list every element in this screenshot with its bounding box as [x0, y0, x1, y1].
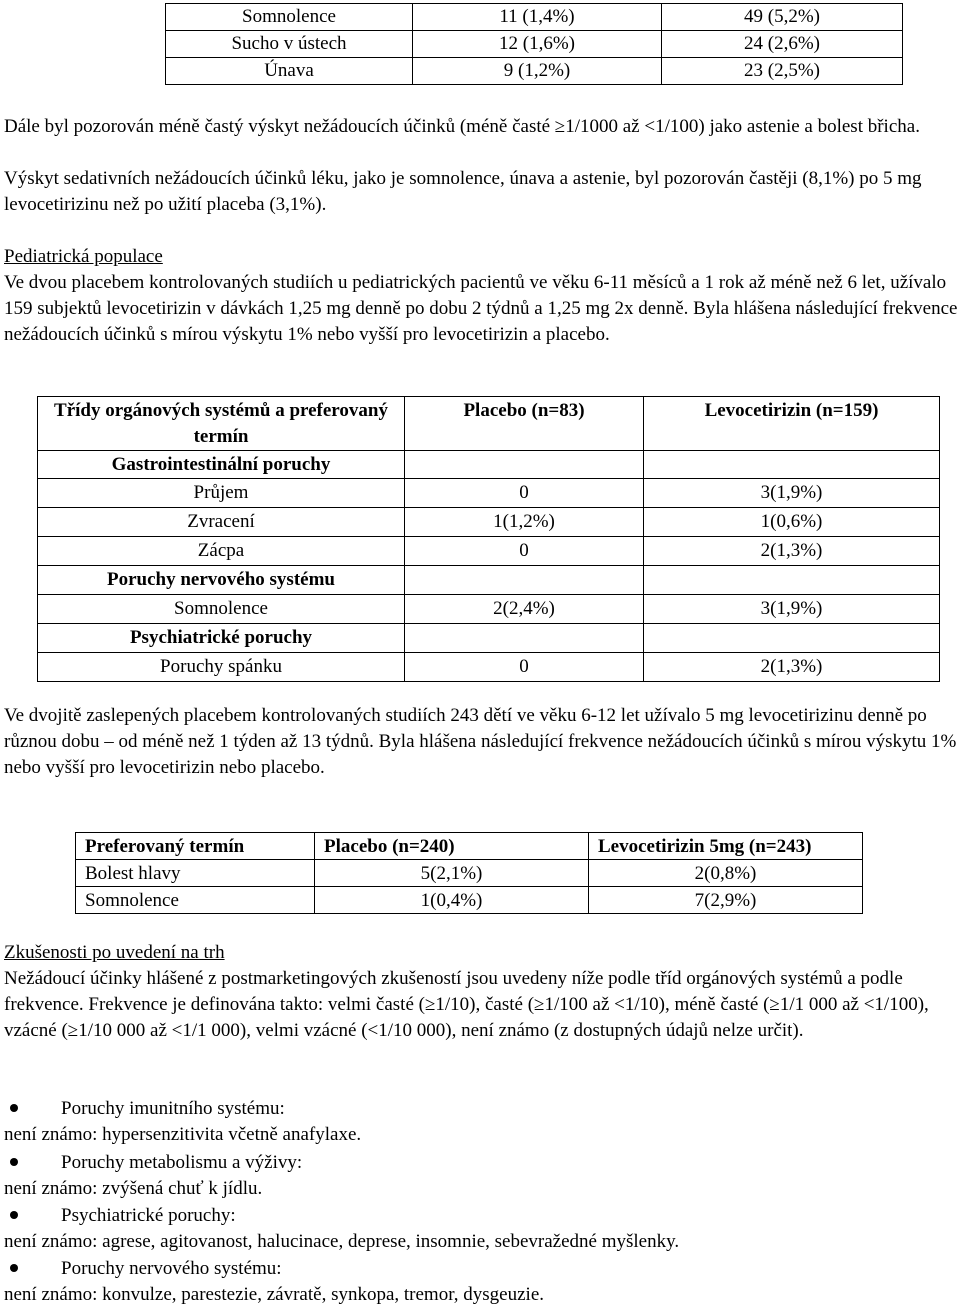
table-cell: 0: [405, 653, 644, 682]
column-header: Preferovaný termín: [76, 833, 315, 860]
table-cell: 0: [405, 537, 644, 566]
list-item-detail: není známo: zvýšená chuť k jídlu.: [4, 1178, 263, 1199]
column-header: Třídy orgánových systémů a preferovaný termín: [38, 397, 405, 451]
list-item: [4, 1096, 954, 1122]
list-item: [4, 1256, 954, 1282]
table-cell: 2(2,4%): [405, 595, 644, 624]
table-cell: 3(1,9%): [644, 595, 940, 624]
list-item-detail: není známo: agrese, agitovanost, halucinace, deprese, insomnie, sebevražedné myšlenky.: [4, 1231, 680, 1252]
column-header: Placebo (n=83): [405, 397, 644, 451]
table-cell: 2(1,3%): [644, 653, 940, 682]
paragraph-pediatric-studies: Ve dvou placebem kontrolovaných studiích u pediatrických pacientů ve věku 6-11 měsíců a 1 rok až méně než 6 let, užívalo 159 subjektů levocetirizin v dávkách 1,25 mg denně po dobu 2 týdnů a 1,25 mg 2x denně. Byla hlášena následující frekvence nežádoucích účinků s mírou výskytu 1% nebo vyšší pro levocetirizin a placebo.: [4, 272, 958, 345]
adverse-effects-table-children: [75, 832, 863, 914]
paragraph-sedative-effects: Výskyt sedativních nežádoucích účinků léku, jako je somnolence, únava a astenie, byl pozorován častěji (8,1%) po 5 mg levocetirizinu než po užití placeba (3,1%).: [4, 168, 922, 215]
paragraph-postmarketing: Nežádoucí účinky hlášené z postmarketingových zkušeností jsou uvedeny níže podle tříd orgánových systémů a podle frekvence. Frekvence je definována takto: velmi časté (≥1/10), časté (≥1/100 až <1/10), méně časté (≥1/1 000 až <1/100), vzácné (≥1/10 000 až <1/1 000), velmi vzácné (<1/10 000), není známo (z dostupných údajů nelze určit).: [4, 968, 929, 1041]
table-row: [38, 537, 940, 566]
table-row: [38, 595, 940, 624]
table-row: [38, 479, 940, 508]
table-cell: 0: [405, 479, 644, 508]
table-row: [38, 653, 940, 682]
table-cell: [405, 624, 644, 653]
table-cell: Bolest hlavy: [76, 860, 315, 887]
table-category-row: [38, 451, 940, 479]
table-cell: [644, 566, 940, 595]
table-cell: 12 (1,6%): [413, 31, 662, 58]
table-cell: [405, 566, 644, 595]
table-cell: Sucho v ústech: [166, 31, 413, 58]
table-cell: 7(2,9%): [589, 887, 863, 914]
category-label: Psychiatrické poruchy: [38, 624, 405, 653]
table-cell: 24 (2,6%): [662, 31, 903, 58]
bullet-icon: [10, 1203, 30, 1229]
table-cell: [644, 624, 940, 653]
section-heading-postmarketing: Zkušenosti po uvedení na trh: [4, 942, 225, 963]
table-cell: 9 (1,2%): [413, 58, 662, 85]
column-header: Placebo (n=240): [315, 833, 589, 860]
paragraph-children-6-12: Ve dvojitě zaslepených placebem kontrolovaných studiích 243 dětí ve věku 6-12 let užívalo 5 mg levocetirizinu denně po různou dobu – od méně než 1 týden až 13 týdnů. Byla hlášena následující frekvence nežádoucích účinků s mírou výskytu 1% nebo vyšší pro levocetirizin nebo placebo.: [4, 705, 957, 778]
table-cell: 3(1,9%): [644, 479, 940, 508]
list-item-title: Poruchy metabolismu a výživy:: [61, 1152, 303, 1173]
list-item-title: Psychiatrické poruchy:: [61, 1205, 236, 1226]
table-cell: 1(0,4%): [315, 887, 589, 914]
column-header: Levocetirizin 5mg (n=243): [589, 833, 863, 860]
table-row: [76, 887, 863, 914]
list-item-title: Poruchy nervového systému:: [61, 1258, 282, 1279]
table-row: [166, 4, 903, 31]
category-label: Gastrointestinální poruchy: [38, 451, 405, 479]
table-cell: Somnolence: [76, 887, 315, 914]
table-row: [38, 508, 940, 537]
table-cell: 11 (1,4%): [413, 4, 662, 31]
table-cell: [405, 451, 644, 479]
table-cell: [644, 451, 940, 479]
list-item-detail: není známo: konvulze, parestezie, závratě, synkopa, tremor, dysgeuzie.: [4, 1284, 544, 1305]
table-header-row: [38, 397, 940, 451]
column-header: Levocetirizin (n=159): [644, 397, 940, 451]
table-cell: Průjem: [38, 479, 405, 508]
list-item: [4, 1203, 954, 1229]
bullet-icon: [10, 1256, 30, 1282]
table-cell: 5(2,1%): [315, 860, 589, 887]
table-cell: Únava: [166, 58, 413, 85]
table-cell: Zácpa: [38, 537, 405, 566]
adverse-effects-table-pediatric: [37, 396, 940, 682]
bullet-icon: [10, 1150, 30, 1176]
list-item-title: Poruchy imunitního systému:: [61, 1098, 285, 1119]
table-cell: Poruchy spánku: [38, 653, 405, 682]
table-row: [166, 58, 903, 85]
table-cell: Zvracení: [38, 508, 405, 537]
table-cell: 23 (2,5%): [662, 58, 903, 85]
adverse-effects-table-adults: [165, 3, 903, 85]
section-heading-pediatric: Pediatrická populace: [4, 246, 163, 267]
table-row: [76, 860, 863, 887]
table-category-row: [38, 566, 940, 595]
list-item: [4, 1150, 954, 1176]
list-item-detail: není známo: hypersenzitivita včetně anafylaxe.: [4, 1124, 362, 1145]
bullet-icon: [10, 1096, 30, 1122]
table-cell: 2(1,3%): [644, 537, 940, 566]
table-cell: Somnolence: [166, 4, 413, 31]
table-cell: Somnolence: [38, 595, 405, 624]
table-cell: 49 (5,2%): [662, 4, 903, 31]
table-cell: 1(0,6%): [644, 508, 940, 537]
table-cell: 1(1,2%): [405, 508, 644, 537]
category-label: Poruchy nervového systému: [38, 566, 405, 595]
table-category-row: [38, 624, 940, 653]
table-cell: 2(0,8%): [589, 860, 863, 887]
table-header-row: [76, 833, 863, 860]
paragraph-uncommon-effects: Dále byl pozorován méně častý výskyt nežádoucích účinků (méně časté ≥1/1000 až <1/100) jako astenie a bolest břicha.: [4, 116, 920, 137]
table-row: [166, 31, 903, 58]
